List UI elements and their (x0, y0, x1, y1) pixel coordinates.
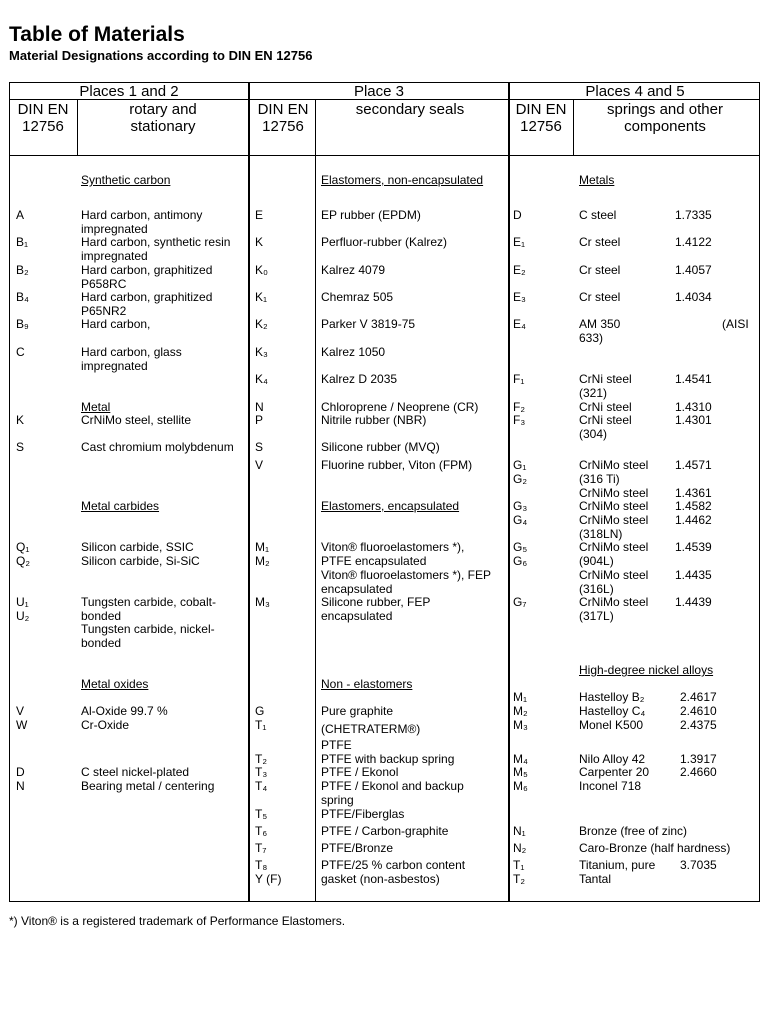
cell-num3: 1.4539 (675, 540, 712, 554)
column-divider-din3 (573, 99, 574, 156)
cell-desc2: spring (321, 793, 354, 807)
cell-desc3: AM 350 (579, 317, 621, 331)
cell-desc3: Hastelloy B₂ (579, 690, 645, 704)
cell-din1: Q₁ (16, 540, 30, 554)
cell-desc2: PTFE/25 % carbon content (321, 858, 466, 872)
cell-din1: B₂ (16, 263, 29, 277)
cell-desc3: CrNiMo steel (579, 540, 649, 554)
cell-din3: G₇ (513, 595, 527, 609)
cell-din2: K₀ (255, 263, 268, 277)
cell-num3: 1.4462 (675, 513, 712, 527)
cell-desc1: Cast chromium molybdenum (81, 440, 234, 454)
cell-din1: U₁ (16, 595, 29, 609)
cell-desc2: Nitrile rubber (NBR) (321, 413, 427, 427)
cell-desc1: Hard carbon, antimony impregnated (81, 208, 203, 236)
cell-num3: 1.4571 (675, 458, 712, 472)
cell-desc1: Hard carbon, graphitized P65NR2 (81, 290, 213, 318)
cell-din3: F₁ (513, 372, 525, 386)
cell-din2: P (255, 413, 264, 427)
cell-din3: G₅ (513, 540, 528, 554)
cell-desc3: (316L) (579, 582, 614, 596)
cell-desc3: Cr steel (579, 290, 621, 304)
cell-desc3: CrNiMo steel (579, 499, 649, 513)
cell-desc2: Pure graphite (321, 704, 394, 718)
cell-din2: K₁ (255, 290, 268, 304)
cell-desc3: (321) (579, 386, 608, 400)
cell-desc3: CrNi steel (579, 413, 632, 427)
cell-desc1: Hard carbon, glass impregnated (81, 345, 182, 373)
group-header-places-4-5: Places 4 and 5 (585, 83, 685, 100)
cell-desc2: Silicone rubber, FEP (321, 595, 431, 609)
cell-din3: T₂ (513, 872, 525, 886)
cell-desc1: Cr-Oxide (81, 718, 130, 732)
cell-num3b: 2.4660 (680, 765, 717, 779)
cell-desc2: encapsulated (321, 582, 393, 596)
cell-din2: M₁ (255, 540, 270, 554)
cell-desc1: Hard carbon, synthetic resin impregnated (81, 235, 231, 263)
cell-desc2: PTFE/Fiberglas (321, 807, 405, 821)
section-heading-desc3: Metals (579, 173, 615, 187)
cell-din3: F₃ (513, 413, 526, 427)
section-heading-desc1: Metal (81, 400, 111, 414)
cell-desc3: (318LN) (579, 527, 623, 541)
section-heading-desc1: Metal carbides (81, 499, 160, 513)
cell-din3: M₁ (513, 690, 528, 704)
cell-num3b: 2.4617 (680, 690, 717, 704)
cell-din2: T₆ (255, 824, 268, 838)
cell-desc3: Cr steel (579, 235, 621, 249)
cell-desc2: Viton® fluoroelastomers *), (321, 540, 465, 554)
cell-desc3: Nilo Alloy 42 (579, 752, 646, 766)
cell-din3: M₆ (513, 779, 528, 793)
cell-num3b: 1.3917 (680, 752, 717, 766)
cell-din2: T₁ (255, 718, 267, 732)
cell-desc1: CrNiMo steel, stellite (81, 413, 192, 427)
header-din-en-12756-1: DIN EN 12756 (17, 101, 69, 135)
cell-num3b: 2.4610 (680, 704, 717, 718)
cell-din2: G (255, 704, 265, 718)
cell-din1: V (16, 704, 25, 718)
cell-din2: S (255, 440, 264, 454)
cell-din2: T₅ (255, 807, 268, 821)
cell-num3: 1.4439 (675, 595, 712, 609)
cell-din1: Q₂ (16, 554, 30, 568)
cell-din3: G₁ (513, 458, 527, 472)
cell-desc1: Hard carbon, graphitized P658RC (81, 263, 213, 291)
cell-din3: M₅ (513, 765, 528, 779)
cell-din1: C (16, 345, 25, 359)
cell-din3: G₃ (513, 499, 528, 513)
section-heading-desc1: Synthetic carbon (81, 173, 171, 187)
header-springs-components: springs and other components (607, 101, 723, 135)
cell-desc2: PTFE / Carbon-graphite (321, 824, 449, 838)
section-heading-desc2: Elastomers, non-encapsulated (321, 173, 484, 187)
cell-desc3: CrNiMo steel (579, 513, 649, 527)
cell-desc1: Al-Oxide 99.7 % (81, 704, 168, 718)
cell-din3: D (513, 208, 522, 222)
cell-desc2: Fluorine rubber, Viton (FPM) (321, 458, 473, 472)
cell-din2: T₄ (255, 779, 268, 793)
cell-desc2: PTFE / Ekonol (321, 765, 399, 779)
cell-desc3: C steel (579, 208, 617, 222)
cell-desc2: Parker V 3819-75 (321, 317, 416, 331)
cell-num3: 1.7335 (675, 208, 712, 222)
cell-desc3: (304) (579, 427, 608, 441)
cell-din2: K₄ (255, 372, 268, 386)
cell-aisi: (AISI (722, 317, 749, 331)
column-divider-din2 (315, 99, 316, 902)
cell-desc3: Caro-Bronze (half hardness) (579, 841, 731, 855)
cell-desc3: Hastelloy C₄ (579, 704, 646, 718)
cell-din2: M₂ (255, 554, 270, 568)
cell-desc2: PTFE with backup spring (321, 752, 455, 766)
cell-desc3: (317L) (579, 609, 614, 623)
cell-num3b: 3.7035 (680, 858, 717, 872)
header-secondary-seals: secondary seals (355, 101, 465, 118)
cell-din2: M₃ (255, 595, 270, 609)
column-divider-din1 (77, 99, 78, 156)
cell-din1: B₉ (16, 317, 29, 331)
cell-num3b: 2.4375 (680, 718, 717, 732)
group-header-places-1-2: Places 1 and 2 (79, 83, 179, 100)
cell-num3: 1.4310 (675, 400, 712, 414)
cell-din2: K₂ (255, 317, 268, 331)
cell-desc2: Kalrez 1050 (321, 345, 386, 359)
cell-desc3: CrNiMo steel (579, 486, 649, 500)
cell-din1: K (16, 413, 25, 427)
cell-desc2: Chloroprene / Neoprene (CR) (321, 400, 479, 414)
cell-din3: G₂ (513, 472, 527, 486)
cell-desc1: Tungsten carbide, nickel- (81, 622, 215, 636)
cell-din3: E₃ (513, 290, 526, 304)
cell-din3: G₆ (513, 554, 528, 568)
cell-desc2: PTFE encapsulated (321, 554, 427, 568)
cell-din2: Y (F) (255, 872, 282, 886)
cell-din3: M₄ (513, 752, 528, 766)
cell-desc2: gasket (non-asbestos) (321, 872, 440, 886)
cell-din3: N₁ (513, 824, 526, 838)
cell-din3: T₁ (513, 858, 525, 872)
cell-desc2: encapsulated (321, 609, 393, 623)
cell-din2: T₈ (255, 858, 268, 872)
cell-din3: F₂ (513, 400, 525, 414)
cell-desc3: Inconel 718 (579, 779, 642, 793)
cell-desc3: Titanium, pure (579, 858, 656, 872)
cell-din3: N₂ (513, 841, 527, 855)
cell-desc1: C steel nickel-plated (81, 765, 190, 779)
cell-desc2: Silicone rubber (MVQ) (321, 440, 440, 454)
section-heading-desc2: Elastomers, encapsulated (321, 499, 460, 513)
page-subtitle: Material Designations according to DIN EN 12756 (9, 48, 313, 63)
cell-desc1: Hard carbon, (81, 317, 151, 331)
cell-din1: S (16, 440, 25, 454)
cell-din1: D (16, 765, 25, 779)
cell-num3: 1.4361 (675, 486, 712, 500)
cell-desc3: (904L) (579, 554, 614, 568)
cell-din2: N (255, 400, 264, 414)
cell-desc3: CrNiMo steel (579, 458, 649, 472)
cell-desc2: Kalrez D 2035 (321, 372, 398, 386)
cell-desc2: PTFE (321, 738, 352, 752)
group-header-place-3: Place 3 (353, 83, 405, 100)
section-heading-desc1: Metal oxides (81, 677, 149, 691)
cell-num3: 1.4057 (675, 263, 712, 277)
cell-desc2: Chemraz 505 (321, 290, 394, 304)
cell-desc3: 633) (579, 331, 604, 345)
cell-din2: T₇ (255, 841, 267, 855)
footnote: *) Viton® is a registered trademark of Performance Elastomers. (9, 914, 346, 928)
cell-num3: 1.4034 (675, 290, 712, 304)
cell-desc3: (316 Ti) (579, 472, 620, 486)
cell-desc3: Bronze (free of zinc) (579, 824, 688, 838)
cell-din1: U₂ (16, 609, 30, 623)
cell-din1: N (16, 779, 25, 793)
header-divider-bottom (9, 155, 760, 156)
cell-din3: G₄ (513, 513, 528, 527)
cell-desc1: Silicon carbide, SSIC (81, 540, 194, 554)
cell-desc2: EP rubber (EPDM) (321, 208, 421, 222)
cell-desc1: Bearing metal / centering (81, 779, 215, 793)
cell-desc1: bonded (81, 636, 122, 650)
cell-din3: M₃ (513, 718, 528, 732)
cell-din2: K (255, 235, 264, 249)
cell-din2: K₃ (255, 345, 268, 359)
section-heading-desc2: Non - elastomers (321, 677, 413, 691)
cell-desc2: PTFE/Bronze (321, 841, 394, 855)
cell-desc3: Cr steel (579, 263, 621, 277)
cell-din3: E₂ (513, 263, 526, 277)
cell-din1: W (16, 718, 28, 732)
cell-desc1: Tungsten carbide, cobalt- (81, 595, 216, 609)
header-rotary-stationary: rotary and stationary (129, 101, 197, 135)
page-title: Table of Materials (9, 23, 185, 46)
cell-din2: E (255, 208, 264, 222)
column-divider-group1 (248, 82, 250, 902)
header-din-en-12756-3: DIN EN 12756 (515, 101, 567, 135)
cell-din3: E₄ (513, 317, 526, 331)
cell-din1: B₄ (16, 290, 29, 304)
cell-din3: E₁ (513, 235, 526, 249)
section-heading-desc3: High-degree nickel alloys (579, 663, 714, 677)
cell-desc1: Silicon carbide, Si-SiC (81, 554, 200, 568)
cell-desc2: (CHETRATERM®) (321, 722, 421, 736)
cell-desc3: CrNiMo steel (579, 568, 649, 582)
cell-din3: M₂ (513, 704, 528, 718)
cell-desc2: PTFE / Ekonol and backup (321, 779, 464, 793)
cell-desc2: Perfluor-rubber (Kalrez) (321, 235, 448, 249)
cell-num3: 1.4582 (675, 499, 712, 513)
cell-desc3: Monel K500 (579, 718, 644, 732)
cell-desc2: Kalrez 4079 (321, 263, 386, 277)
cell-din1: B₁ (16, 235, 29, 249)
cell-desc3: CrNiMo steel (579, 595, 649, 609)
cell-din2: V (255, 458, 264, 472)
cell-num3: 1.4435 (675, 568, 712, 582)
cell-desc3: CrNi steel (579, 372, 632, 386)
cell-din2: T₂ (255, 752, 267, 766)
cell-desc1: bonded (81, 609, 122, 623)
cell-din1: A (16, 208, 25, 222)
cell-num3: 1.4541 (675, 372, 712, 386)
cell-desc3: Tantal (579, 872, 612, 886)
cell-din2: T₃ (255, 765, 268, 779)
cell-num3: 1.4301 (675, 413, 712, 427)
cell-desc3: CrNi steel (579, 400, 632, 414)
cell-desc3: Carpenter 20 (579, 765, 650, 779)
column-divider-group2 (508, 82, 510, 902)
cell-desc2: Viton® fluoroelastomers *), FEP (321, 568, 492, 582)
cell-num3: 1.4122 (675, 235, 712, 249)
header-din-en-12756-2: DIN EN 12756 (257, 101, 309, 135)
